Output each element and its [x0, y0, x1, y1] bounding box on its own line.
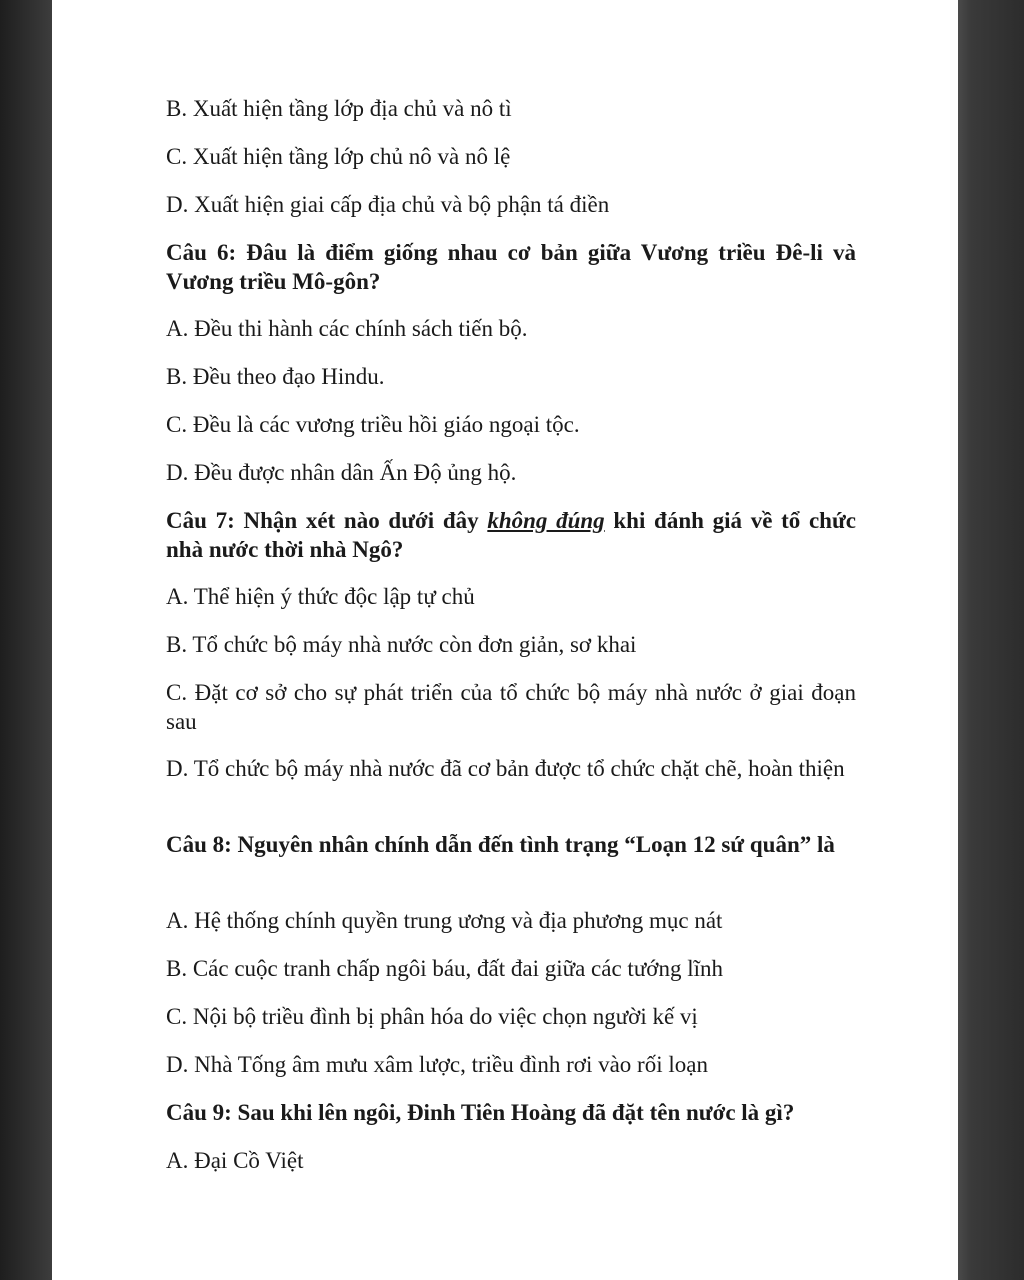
- q7-question-emphasis: không đúng: [487, 508, 605, 533]
- q5-option-b: B. Xuất hiện tầng lớp địa chủ và nô tì: [166, 96, 512, 121]
- q5-option-d: D. Xuất hiện giai cấp địa chủ và bộ phận tá điền: [166, 192, 610, 217]
- q7-question: [166, 506, 856, 564]
- q6-option-c: C. Đều là các vương triều hồi giáo ngoại tộc.: [166, 412, 580, 437]
- viewer-left-margin: [0, 0, 52, 1280]
- q5-option-c: C. Xuất hiện tầng lớp chủ nô và nô lệ: [166, 144, 511, 169]
- q7-option-a: A. Thể hiện ý thức độc lập tự chủ: [166, 584, 475, 609]
- q8-option-d: D. Nhà Tống âm mưu xâm lược, triều đình rơi vào rối loạn: [166, 1052, 708, 1077]
- q7-option-d: D. Tổ chức bộ máy nhà nước đã cơ bản được tổ chức chặt chẽ, hoàn thiện: [166, 756, 845, 781]
- q6-option-b: B. Đều theo đạo Hindu.: [166, 364, 385, 389]
- q9-option-a: A. Đại Cồ Việt: [166, 1148, 304, 1173]
- q8-question: Câu 8: Nguyên nhân chính dẫn đến tình trạng “Loạn 12 sứ quân” là: [166, 832, 835, 857]
- q7-question-suffix: khi đánh giá về tổ chức nhà nước thời nhà Ngô?: [166, 508, 856, 562]
- q8-option-a: A. Hệ thống chính quyền trung ương và địa phương mục nát: [166, 908, 723, 933]
- q8-option-c: C. Nội bộ triều đình bị phân hóa do việc chọn người kế vị: [166, 1004, 698, 1029]
- q7-question-prefix: Câu 7: Nhận xét nào dưới đây: [166, 508, 488, 533]
- q8-option-b: B. Các cuộc tranh chấp ngôi báu, đất đai giữa các tướng lĩnh: [166, 956, 723, 981]
- viewer-right-scrollbar[interactable]: [958, 0, 1024, 1280]
- document-page: [52, 0, 958, 1280]
- q7-option-c: C. Đặt cơ sở cho sự phát triển của tổ chức bộ máy nhà nước ở giai đoạn sau: [166, 680, 856, 734]
- q6-option-d: D. Đều được nhân dân Ấn Độ ủng hộ.: [166, 460, 517, 485]
- q6-question: Câu 6: Đâu là điểm giống nhau cơ bản giữa Vương triều Đê-li và Vương triều Mô-gôn?: [166, 240, 856, 294]
- q6-option-a: A. Đều thi hành các chính sách tiến bộ.: [166, 316, 528, 341]
- q9-question: Câu 9: Sau khi lên ngôi, Đinh Tiên Hoàng đã đặt tên nước là gì?: [166, 1100, 795, 1125]
- q7-option-b: B. Tổ chức bộ máy nhà nước còn đơn giản, sơ khai: [166, 632, 637, 657]
